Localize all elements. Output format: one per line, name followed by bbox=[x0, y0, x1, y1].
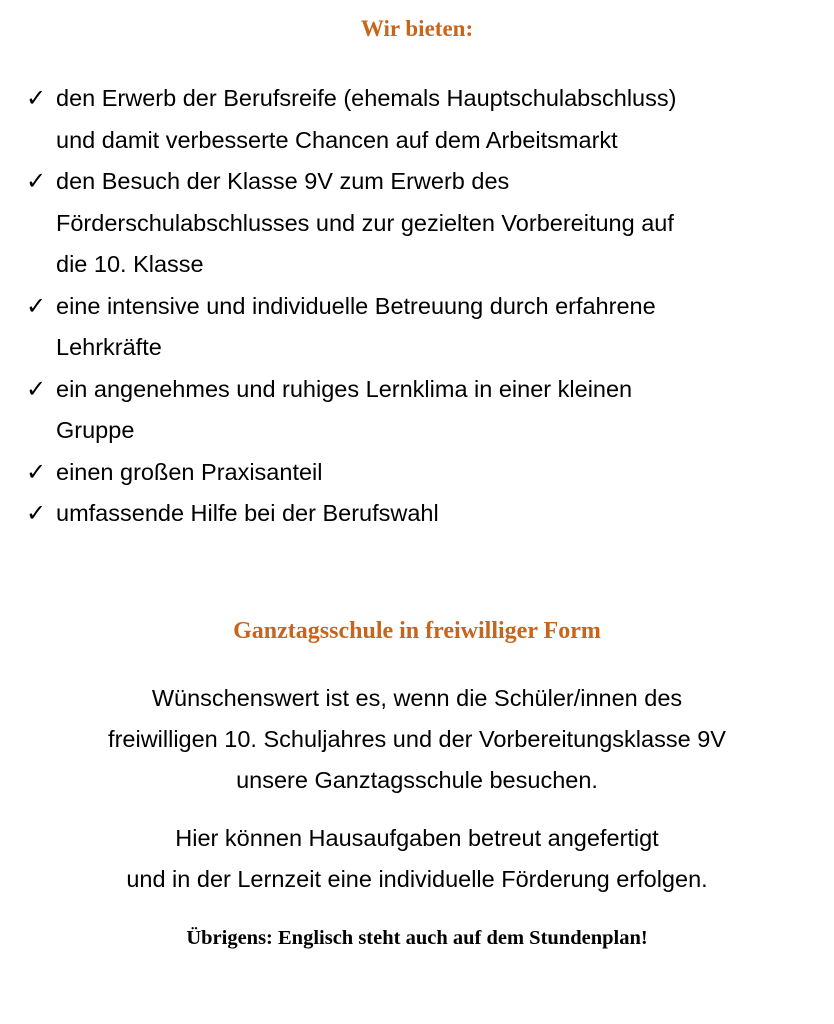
paragraph-line: Hier können Hausaufgaben betreut angefertigt bbox=[175, 825, 659, 851]
list-item-line: eine intensive und individuelle Betreuung durch erfahrene bbox=[56, 292, 656, 319]
offer-heading: Wir bieten: bbox=[360, 16, 474, 41]
checkmark-icon: ✓ bbox=[26, 292, 47, 320]
list-item bbox=[26, 286, 816, 369]
list-item-line: den Besuch der Klasse 9V zum Erwerb des bbox=[56, 168, 510, 194]
list-item-line: Förderschulabschlusses und zur gezielten Vorbereitung auf bbox=[56, 209, 674, 236]
list-item bbox=[26, 161, 816, 286]
list-item-line: und damit verbesserte Chancen auf dem Arbeitsmarkt bbox=[56, 126, 618, 153]
list-item bbox=[26, 493, 816, 535]
checkmark-icon: ✓ bbox=[26, 500, 47, 527]
paragraph-line: Wünschenswert ist es, wenn die Schüler/innen des bbox=[151, 685, 683, 711]
list-item bbox=[26, 452, 816, 494]
checkmark-icon: ✓ bbox=[26, 458, 47, 486]
section-heading: Ganztagsschule in freiwilliger Form bbox=[233, 618, 601, 644]
homework-paragraph bbox=[0, 818, 834, 900]
checkmark-icon: ✓ bbox=[26, 375, 47, 403]
list-item-line: einen großen Praxisanteil bbox=[56, 458, 323, 485]
checkmark-icon: ✓ bbox=[26, 168, 47, 195]
list-item-line: Lehrkräfte bbox=[56, 334, 162, 360]
list-item-line: den Erwerb der Berufsreife (ehemals Hauptschulabschluss) bbox=[56, 85, 677, 111]
list-item-line: ein angenehmes und ruhiges Lernklima in einer kleinen bbox=[56, 375, 633, 402]
list-item bbox=[26, 369, 816, 452]
list-item-line: umfassende Hilfe bei der Berufswahl bbox=[56, 500, 439, 526]
list-item-line: die 10. Klasse bbox=[56, 251, 204, 277]
closing-note: Übrigens: Englisch steht auch auf dem Stundenplan! bbox=[186, 927, 648, 949]
offer-list bbox=[26, 78, 816, 535]
paragraph-line: und in der Lernzeit eine individuelle Förderung erfolgen. bbox=[126, 866, 708, 892]
paragraph-line: freiwilligen 10. Schuljahres und der Vorbereitungsklasse 9V bbox=[108, 726, 726, 752]
intro-paragraph bbox=[0, 678, 834, 801]
list-item bbox=[26, 78, 816, 161]
checkmark-icon: ✓ bbox=[26, 85, 47, 112]
paragraph-line: unsere Ganztagsschule besuchen. bbox=[236, 767, 598, 793]
list-item-line: Gruppe bbox=[56, 417, 135, 443]
